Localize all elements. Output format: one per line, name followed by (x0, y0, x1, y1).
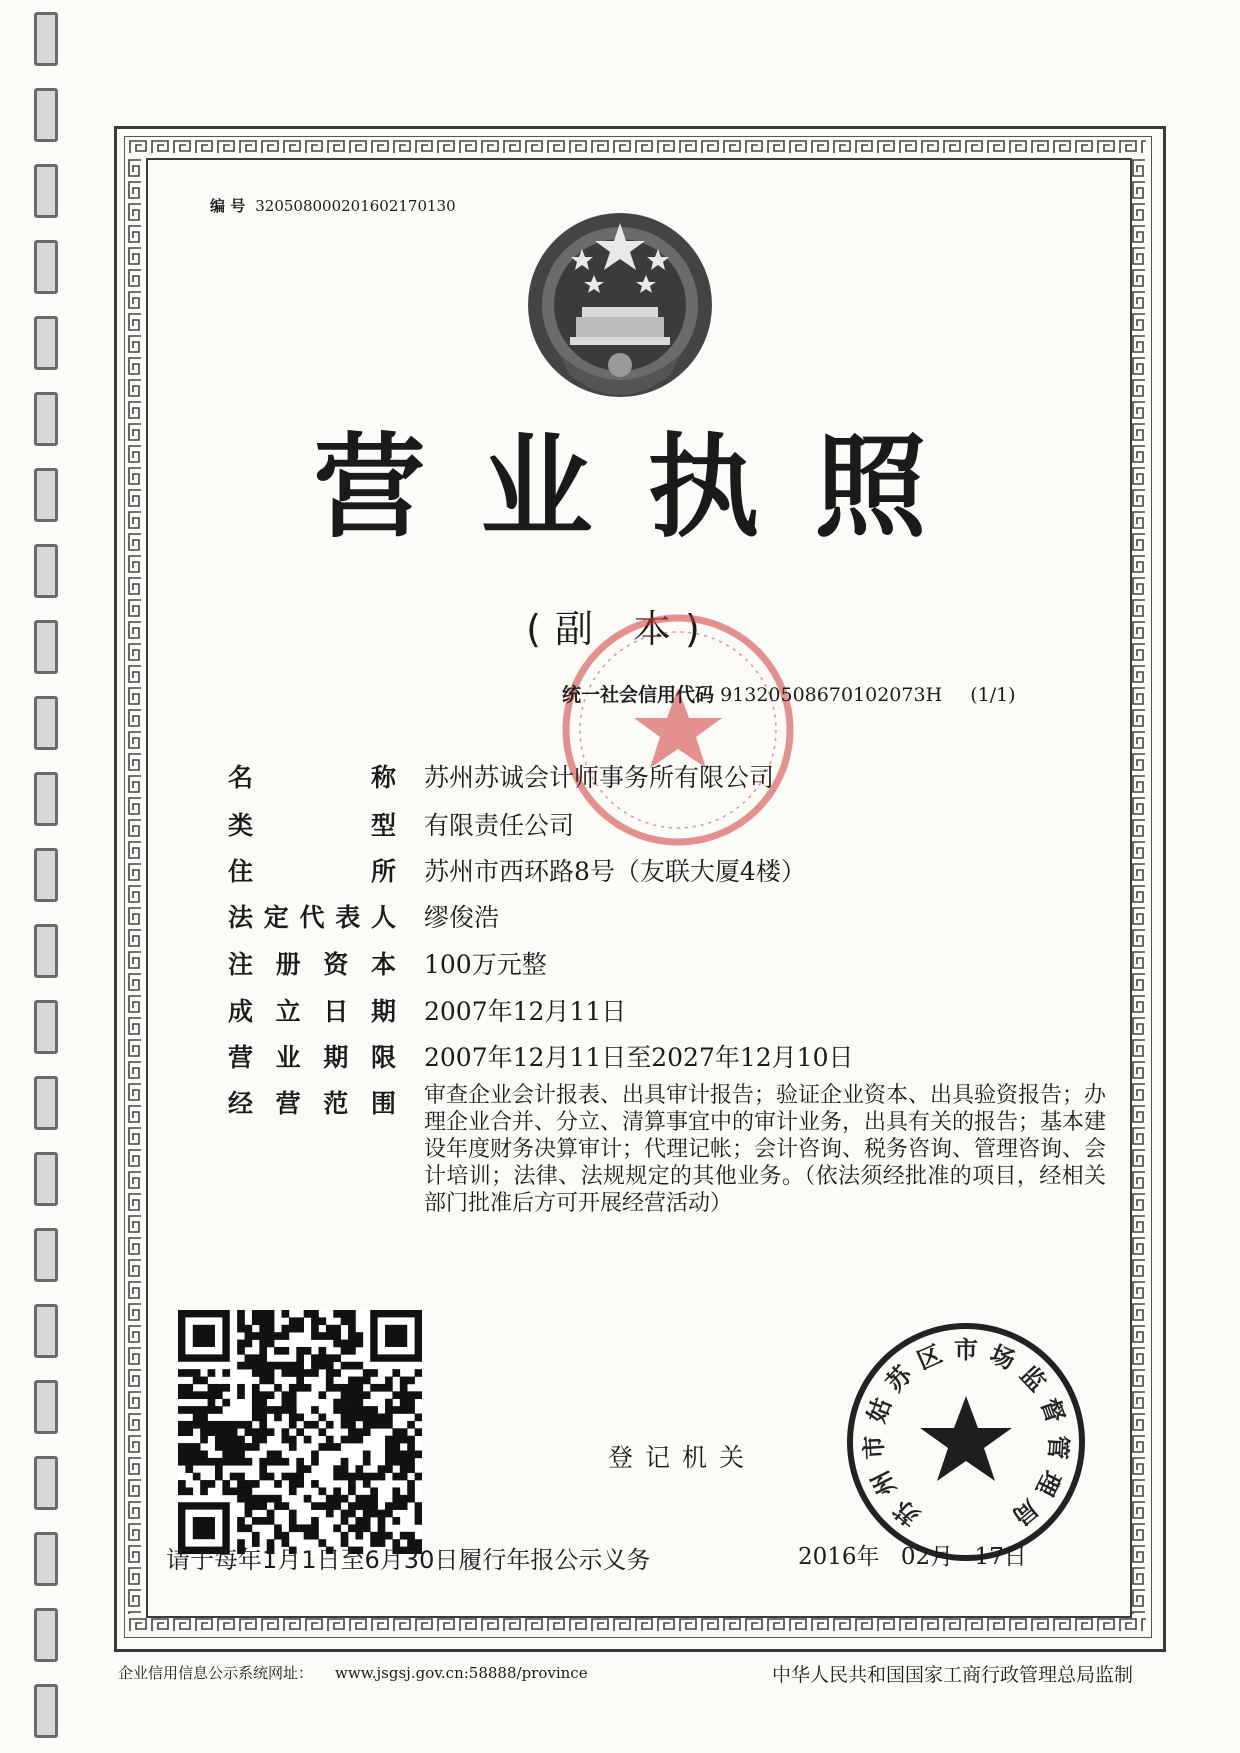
border-pattern-top (128, 139, 1146, 155)
field-value: 苏州市西环路8号（友联大厦4楼） (424, 857, 806, 886)
binding-ring (34, 1532, 58, 1586)
uscc-value: 91320508670102073H (720, 684, 943, 706)
business-scope-text: 审查企业会计报表、出具审计报告；验证企业资本、出具验资报告；办理企业合并、分立、清算事宜中的审计业务，出具有关的报告；基本建设年度财务决算审计；代理记帐；会计咨询、税务咨询、管理咨询、会计培训；法律、法规规定的其他业务。（依法须经批准的项目，经相关部门批准后方可开展经营活动） (424, 1083, 1107, 1216)
field-value: 2007年12月11日至2027年12月10日 (424, 1043, 854, 1072)
svg-text:市: 市 (954, 1336, 978, 1364)
field-label: 营 业 期 限 (228, 1043, 396, 1072)
svg-text:姑: 姑 (862, 1394, 897, 1427)
unified-social-credit-code (562, 680, 1016, 707)
binding-ring (34, 772, 58, 826)
field-label: 类 型 (228, 811, 396, 840)
footer-website (118, 1662, 588, 1683)
field-value: 2007年12月11日 (424, 997, 627, 1026)
border-pattern-left (127, 158, 143, 1614)
serial-number (210, 195, 456, 216)
page-indicator: (1/1) (970, 684, 1016, 706)
footer-website-label: 企业信用信息公示系统网址： (118, 1664, 314, 1682)
svg-text:管: 管 (1043, 1434, 1073, 1461)
binding-ring (34, 848, 58, 902)
issue-day: 17日 (974, 1544, 1027, 1570)
annual-report-notice: 请于每年1月1日至6月30日履行年报公示义务 (166, 1546, 651, 1574)
svg-text:局: 局 (1006, 1494, 1044, 1531)
binding-ring (34, 1456, 58, 1510)
field-label: 注 册 资 本 (228, 950, 396, 979)
svg-text:督: 督 (1035, 1394, 1070, 1427)
binding-ring (34, 544, 58, 598)
field-label: 名 称 (228, 763, 396, 792)
binding-ring (34, 88, 58, 142)
binding-ring (34, 1684, 58, 1738)
svg-text:市: 市 (859, 1434, 889, 1461)
field-label: 成 立 日 期 (228, 997, 396, 1026)
binding-ring (34, 1000, 58, 1054)
issue-month: 02月 (900, 1544, 954, 1570)
binding-ring (34, 240, 58, 294)
svg-text:场: 场 (985, 1339, 1020, 1376)
field-label: 法定代表人 (228, 903, 396, 932)
svg-text:区: 区 (912, 1339, 947, 1376)
uscc-label: 统一社会信用代码 (562, 684, 715, 706)
certificate-subtitle: (副 本) (526, 607, 714, 651)
field-value: 100万元整 (424, 950, 547, 979)
field-label: 经 营 范 围 (228, 1089, 396, 1118)
border-pattern-bottom (128, 1617, 1146, 1633)
binding-ring (34, 1228, 58, 1282)
field-label: 住 所 (228, 857, 396, 886)
issue-year: 2016年 (798, 1544, 880, 1570)
binding-ring (34, 12, 58, 66)
authority-seal-stamp (842, 1318, 1090, 1566)
field-value: 有限责任公司 (424, 811, 575, 840)
binding-ring (34, 1304, 58, 1358)
qr-code[interactable] (178, 1310, 422, 1554)
binding-ring (34, 924, 58, 978)
certificate-title: 营业执照 (313, 423, 982, 553)
footer-website-url[interactable]: www.jsgsj.gov.cn:58888/province (335, 1664, 588, 1682)
svg-text:苏: 苏 (880, 1360, 918, 1398)
binding-rings (30, 0, 58, 1753)
footer-supervisor: 中华人民共和国国家工商行政管理总局监制 (772, 1664, 1134, 1686)
binding-ring (34, 164, 58, 218)
svg-text:苏: 苏 (888, 1494, 926, 1531)
border-pattern-right (1131, 158, 1147, 1614)
registration-authority-label: 登记机关 (608, 1443, 757, 1472)
svg-text:州: 州 (865, 1466, 902, 1501)
binding-ring (34, 1152, 58, 1206)
field-value: 苏州苏诚会计师事务所有限公司 (424, 763, 775, 792)
field-value: 缪俊浩 (424, 903, 500, 932)
serial-label: 编 号 (210, 197, 246, 215)
company-seal-stamp (558, 610, 798, 850)
binding-ring (34, 316, 58, 370)
binding-ring (34, 1380, 58, 1434)
national-emblem-icon (520, 205, 720, 415)
binding-ring (34, 696, 58, 750)
svg-text:理: 理 (1030, 1466, 1067, 1501)
serial-value: 320508000201602170130 (255, 197, 456, 215)
binding-ring (34, 1076, 58, 1130)
binding-ring (34, 1608, 58, 1662)
issue-date (798, 1538, 1041, 1571)
svg-text:监: 监 (1014, 1360, 1052, 1398)
